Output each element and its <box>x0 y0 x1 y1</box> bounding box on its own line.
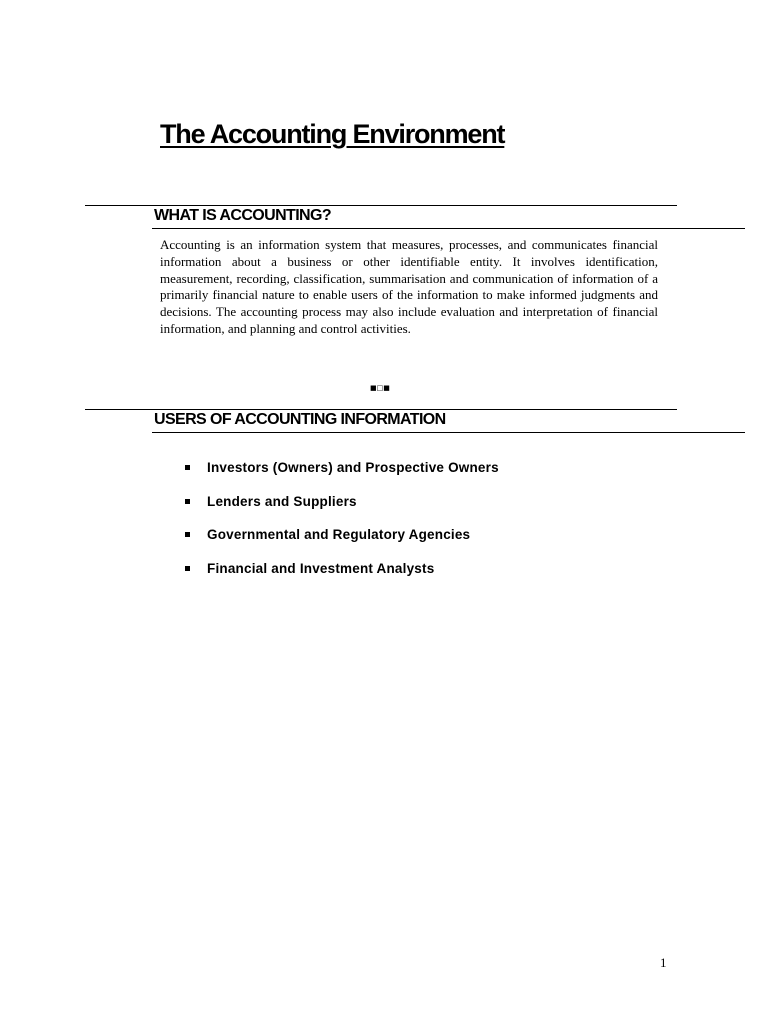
list-item-label: Lenders and Suppliers <box>207 493 357 509</box>
page-title: The Accounting Environment <box>160 119 505 149</box>
page-number: 1 <box>660 955 667 970</box>
section-top-rule <box>85 409 677 410</box>
section-heading-what-is-accounting: WHAT IS ACCOUNTING? <box>154 207 332 224</box>
square-bullet-icon <box>185 499 190 504</box>
list-item-label: Financial and Investment Analysts <box>207 560 435 576</box>
accounting-definition-paragraph: Accounting is an information system that measures, processes, and communicates financial information about a business or other identifiable entity. It involves identification, measurement, recording, classification, summarisation and communication of information of a primarily financial nature to enable users of the information to make informed judgments and decisions. The accounting process may also include evaluation and interpretation of financial information, and planning and control activities. <box>160 237 658 336</box>
section-top-rule <box>85 205 677 206</box>
section-bottom-rule <box>152 432 745 433</box>
square-bullet-icon <box>185 566 190 571</box>
section-separator-ornament: ■□■ <box>370 384 390 392</box>
list-item-label: Governmental and Regulatory Agencies <box>207 527 471 542</box>
square-bullet-icon <box>185 465 190 470</box>
list-item-label: Investors (Owners) and Prospective Owners <box>207 460 499 475</box>
section-bottom-rule <box>152 228 745 229</box>
section-heading-users: USERS OF ACCOUNTING INFORMATION <box>154 411 446 428</box>
square-bullet-icon <box>185 532 190 537</box>
